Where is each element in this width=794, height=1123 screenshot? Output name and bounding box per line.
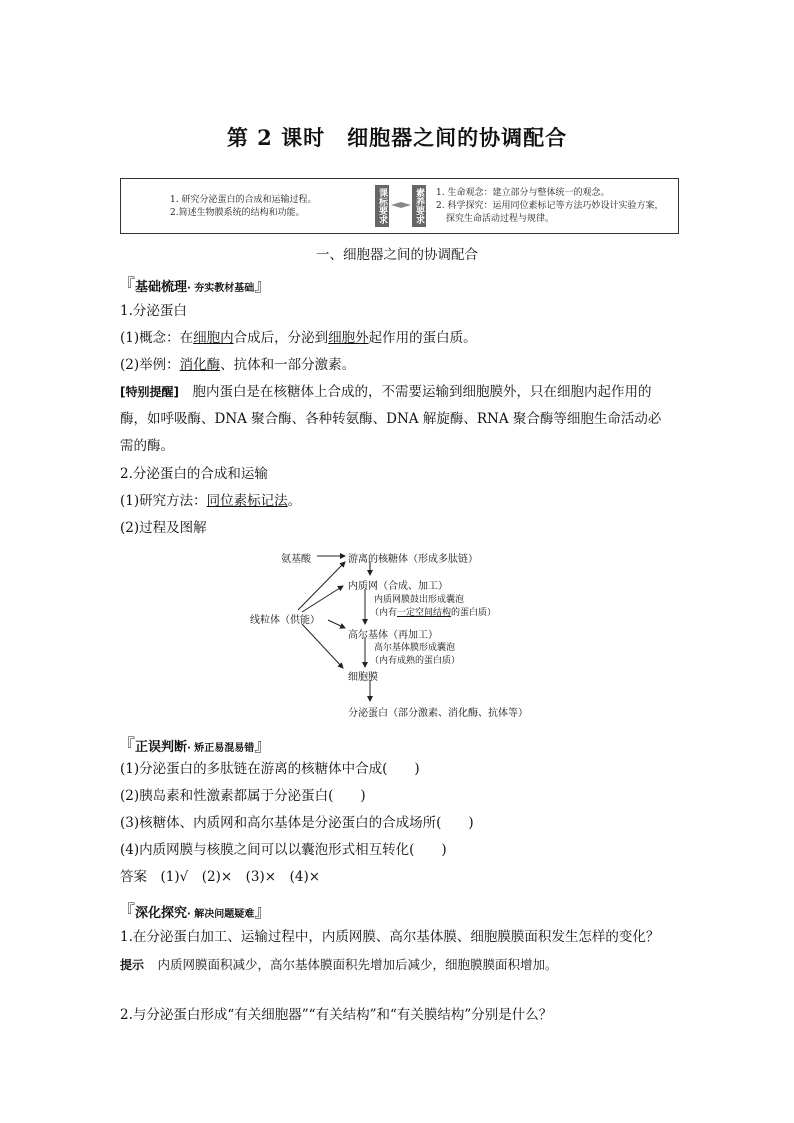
requirement-item: 2.简述生物膜系统的结构和功能。: [170, 208, 305, 218]
explore-label: 深化探究: [135, 906, 188, 921]
judge-item: (2)胰岛素和性激素都属于分泌蛋白( ): [120, 788, 366, 804]
judge-item: (1)分泌蛋白的多肽链在游离的核糖体中合成( ): [120, 761, 420, 777]
requirement-item: 2. 科学探究：运用同位素标记等方法巧妙设计实验方案，: [436, 201, 664, 211]
question-1: 1.在分泌蛋白加工、运输过程中，内质网膜、高尔基体膜、细胞膜膜面积发生怎样的变化？: [120, 929, 660, 945]
special-tip: [特别提醒] 胞内蛋白是在核糖体上合成的，不需要运输到细胞膜外，只在细胞内起作用的: [120, 384, 652, 400]
basic-sub: · 夯实教材基础: [187, 283, 255, 294]
judge-header: 『正误判断· 矫正易混易错』: [118, 736, 272, 756]
process-title: (2)过程及图解: [120, 520, 207, 536]
node-amino-acid: 氨基酸: [281, 554, 311, 565]
node-mitochondria: 线粒体（供能）: [250, 615, 320, 626]
node-cell-membrane: 细胞膜: [348, 672, 378, 683]
concept-line: (1)概念：在细胞内合成后，分泌到细胞外起作用的蛋白质。: [120, 330, 477, 346]
golgi-note1: 高尔基体膜形成囊泡: [374, 643, 456, 653]
hint-1: 提示 内质网膜面积减少，高尔基体膜面积先增加后减少，细胞膜膜面积增加。: [120, 957, 558, 972]
judge-sub: · 矫正易混易错: [187, 743, 255, 754]
page-title: 第 2 课时 细胞器之间的协调配合: [226, 125, 568, 150]
judge-label: 正误判断: [135, 740, 188, 755]
explore-sub: · 解决问题疑难: [187, 909, 255, 920]
node-golgi: 高尔基体（再加工）: [348, 630, 438, 641]
item2-title: 2.分泌蛋白的合成和运输: [120, 466, 268, 482]
er-note1: 内质网膜鼓出形成囊泡: [374, 595, 465, 605]
judge-item: (4)内质网膜与核膜之间可以以囊泡形式相互转化( ): [120, 842, 447, 858]
section-heading: 一、细胞器之间的协调配合: [316, 247, 478, 263]
item1-title: 1.分泌蛋白: [120, 303, 187, 319]
special-tip-line3: 需的酶。: [120, 438, 174, 454]
basic-header: 『基础梳理· 夯实教材基础』: [118, 276, 272, 296]
node-er: 内质网（合成、加工）: [348, 581, 448, 592]
requirement-item: 1. 生命观念：建立部分与整体统一的观念。: [436, 188, 610, 198]
judge-item: (3)核糖体、内质网和高尔基体是分泌蛋白的合成场所( ): [120, 815, 474, 831]
question-2: 2.与分泌蛋白形成“有关细胞器”“有关结构”和“有关膜结构”分别是什么？: [120, 1007, 553, 1023]
requirement-item: 探究生命活动过程与规律。: [446, 214, 555, 224]
er-note2: （内有一定空间结构的蛋白质）: [370, 608, 497, 618]
explore-header: 『深化探究· 解决问题疑难』: [118, 902, 272, 922]
method-line: (1)研究方法：同位素标记法。: [120, 493, 302, 509]
node-secretory-protein: 分泌蛋白（部分激素、消化酶、抗体等）: [348, 708, 528, 719]
curriculum-tag: 课标要求: [375, 185, 389, 227]
example-line: (2)举例：消化酶、抗体和一部分激素。: [120, 357, 356, 373]
literacy-tag: 素养要求: [412, 185, 426, 227]
requirement-item: 1. 研究分泌蛋白的合成和运输过程。: [170, 195, 317, 205]
special-tip-line2: 酶，如呼吸酶、DNA 聚合酶、各种转氨酶、DNA 解旋酶、RNA 聚合酶等细胞生命活动必: [120, 411, 662, 427]
basic-label: 基础梳理: [135, 280, 188, 295]
node-ribosome: 游离的核糖体（形成多肽链）: [348, 554, 478, 565]
arrow-mito-ribosome: [298, 562, 345, 610]
golgi-note2: （内有成熟的蛋白质）: [370, 656, 461, 666]
arrow-mito-golgi: [328, 620, 345, 628]
arrow-mito-membrane: [302, 624, 343, 668]
judge-answer: 答案 (1)√ (2)× (3)× (4)×: [120, 869, 321, 885]
